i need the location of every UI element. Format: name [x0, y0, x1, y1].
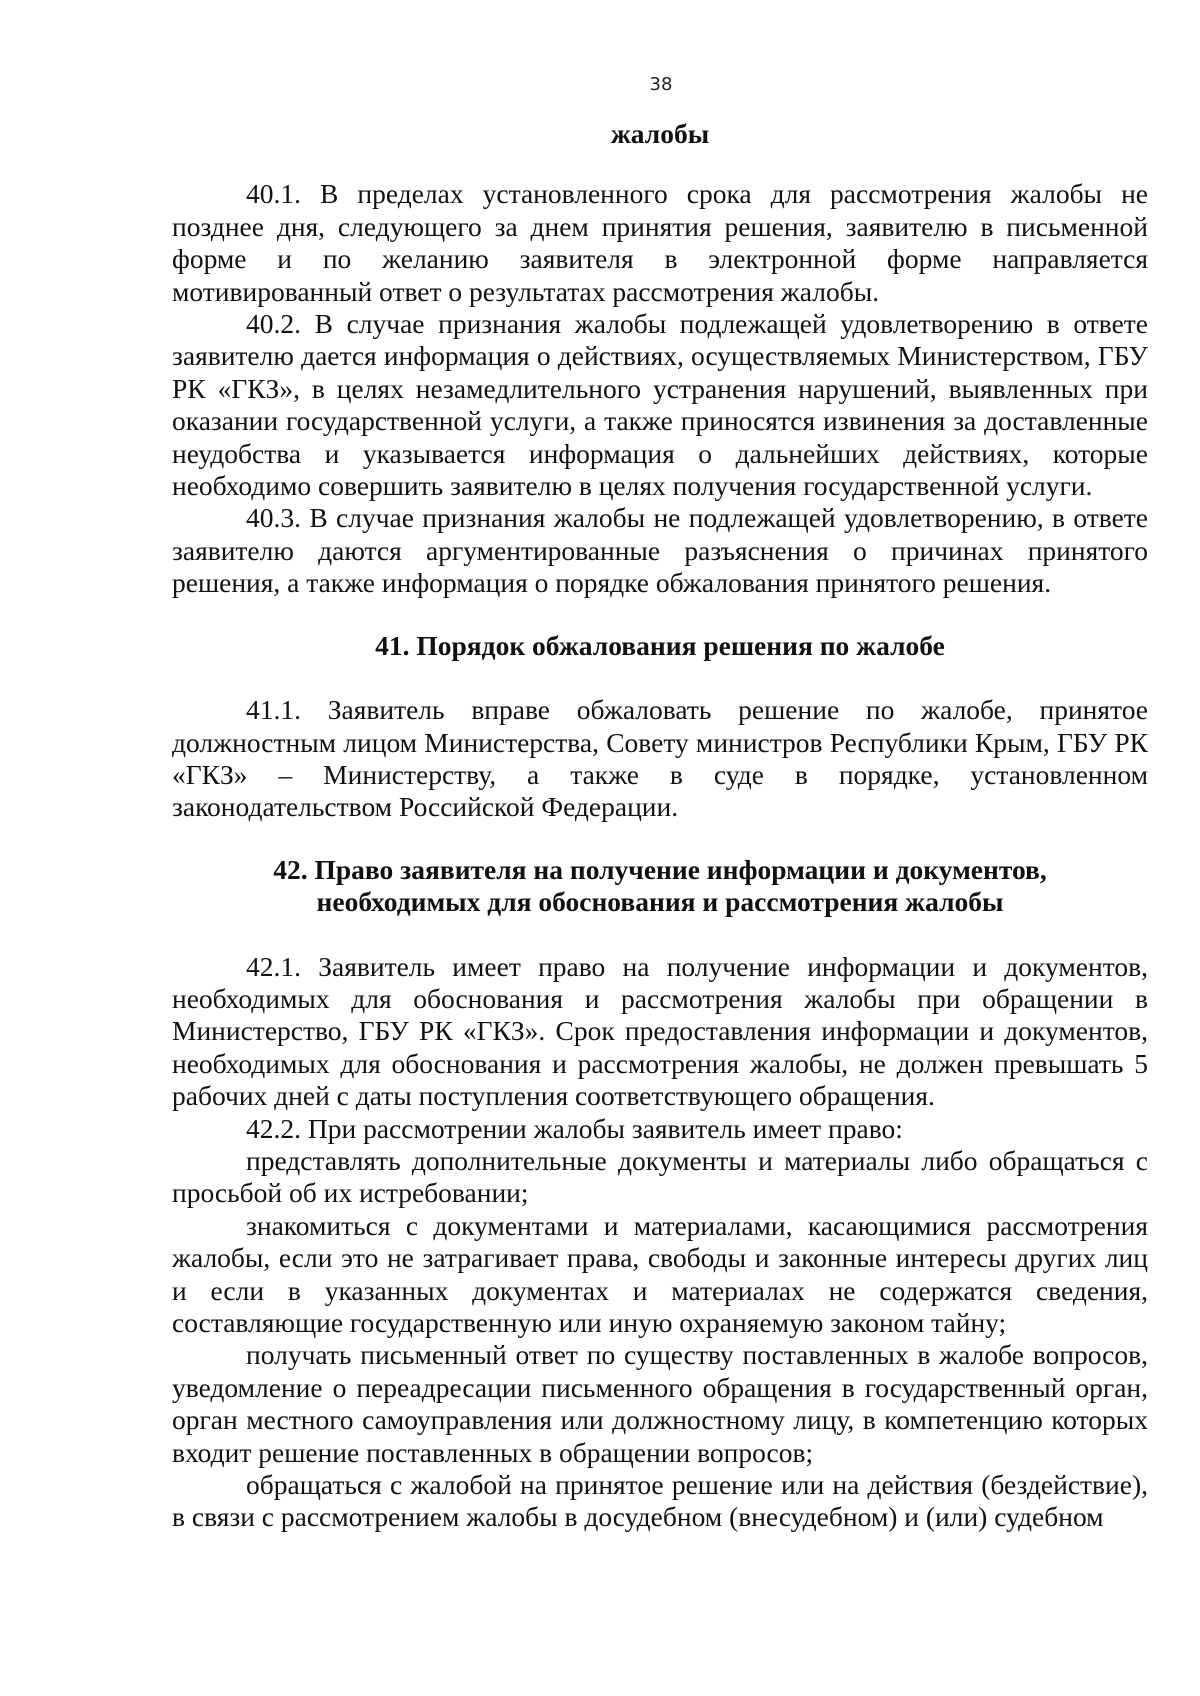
document-body	[172, 118, 1148, 1534]
continued-section-title: жалобы	[610, 118, 710, 149]
paragraph-42-2-item-1: представлять дополнительные документы и материалы либо обращаться с просьбой об их истребовании;	[172, 1144, 1148, 1209]
paragraph-42-2-item-2: знакомиться с документами и материалами, касающимися рассмотрения жалобы, если это не затрагивает права, свободы и законные интересы других лиц и если в указанных документах и материалах не содержатся сведения, составляющие государственную или иную охраняемую законом тайну;	[172, 1209, 1148, 1338]
section-42-title	[172, 854, 1148, 919]
section-42-title-line-1: 42. Право заявителя на получение информации и документов,	[273, 853, 1047, 885]
section-42-title-line-2: необходимых для обоснования и рассмотрения жалобы	[316, 886, 1004, 918]
paragraph-42-2-item-4: обращаться с жалобой на принятое решение или на действия (бездействие), в связи с рассмотрением жалобы в досудебном (внесудебном) и (или) судебном	[172, 1469, 1148, 1533]
paragraph-40-1: 40.1. В пределах установленного срока для рассмотрения жалобы не позднее дня, следующего за днем принятия решения, заявителю в письменной форме и по желанию заявителя в электронной форме направляется мотивированный ответ о результатах рассмотрения жалобы.	[172, 178, 1148, 307]
paragraph-42-2: 42.2. При рассмотрении жалобы заявитель имеет право:	[246, 1112, 903, 1144]
section-41-title: 41. Порядок обжалования решения по жалобе	[375, 629, 945, 661]
paragraph-42-1: 42.1. Заявитель имеет право на получение информации и документов, необходимых для обоснования и рассмотрения жалобы при обращении в Министерство, ГБУ РК «ГКЗ». Срок предоставления информации и документов, необходимых для обоснования и рассмотрения жалобы, не должен превышать 5 рабочих дней с даты поступления соответствующего обращения.	[172, 950, 1148, 1112]
paragraph-40-3: 40.3. В случае признания жалобы не подлежащей удовлетворению, в ответе заявителю даются аргументированные разъяснения о причинах принятого решения, а также информация о порядке обжалования принятого решения.	[172, 502, 1148, 599]
paragraph-40-2: 40.2. В случае признания жалобы подлежащей удовлетворению в ответе заявителю дается информация о действиях, осуществляемых Министерством, ГБУ РК «ГКЗ», в целях незамедлительного устранения нарушений, выявленных при оказании государственной услуги, а также приносятся извинения за доставленные неудобства и указывается информация о дальнейших действиях, которые необходимо совершить заявителю в целях получения государственной услуги.	[172, 308, 1148, 502]
paragraph-42-2-item-3: получать письменный ответ по существу поставленных в жалобе вопросов, уведомление о переадресации письменного обращения в государственный орган, орган местного самоуправления или должностному лицу, в компетенцию которых входит решение поставленных в обращении вопросов;	[172, 1339, 1148, 1468]
paragraph-41-1: 41.1. Заявитель вправе обжаловать решение по жалобе, принятое должностным лицом Министерства, Совету министров Республики Крым, ГБУ РК «ГКЗ» – Министерству, а также в суде в порядке, установленном законодательством Российской Федерации.	[172, 694, 1148, 823]
page-number: 38	[649, 74, 673, 95]
